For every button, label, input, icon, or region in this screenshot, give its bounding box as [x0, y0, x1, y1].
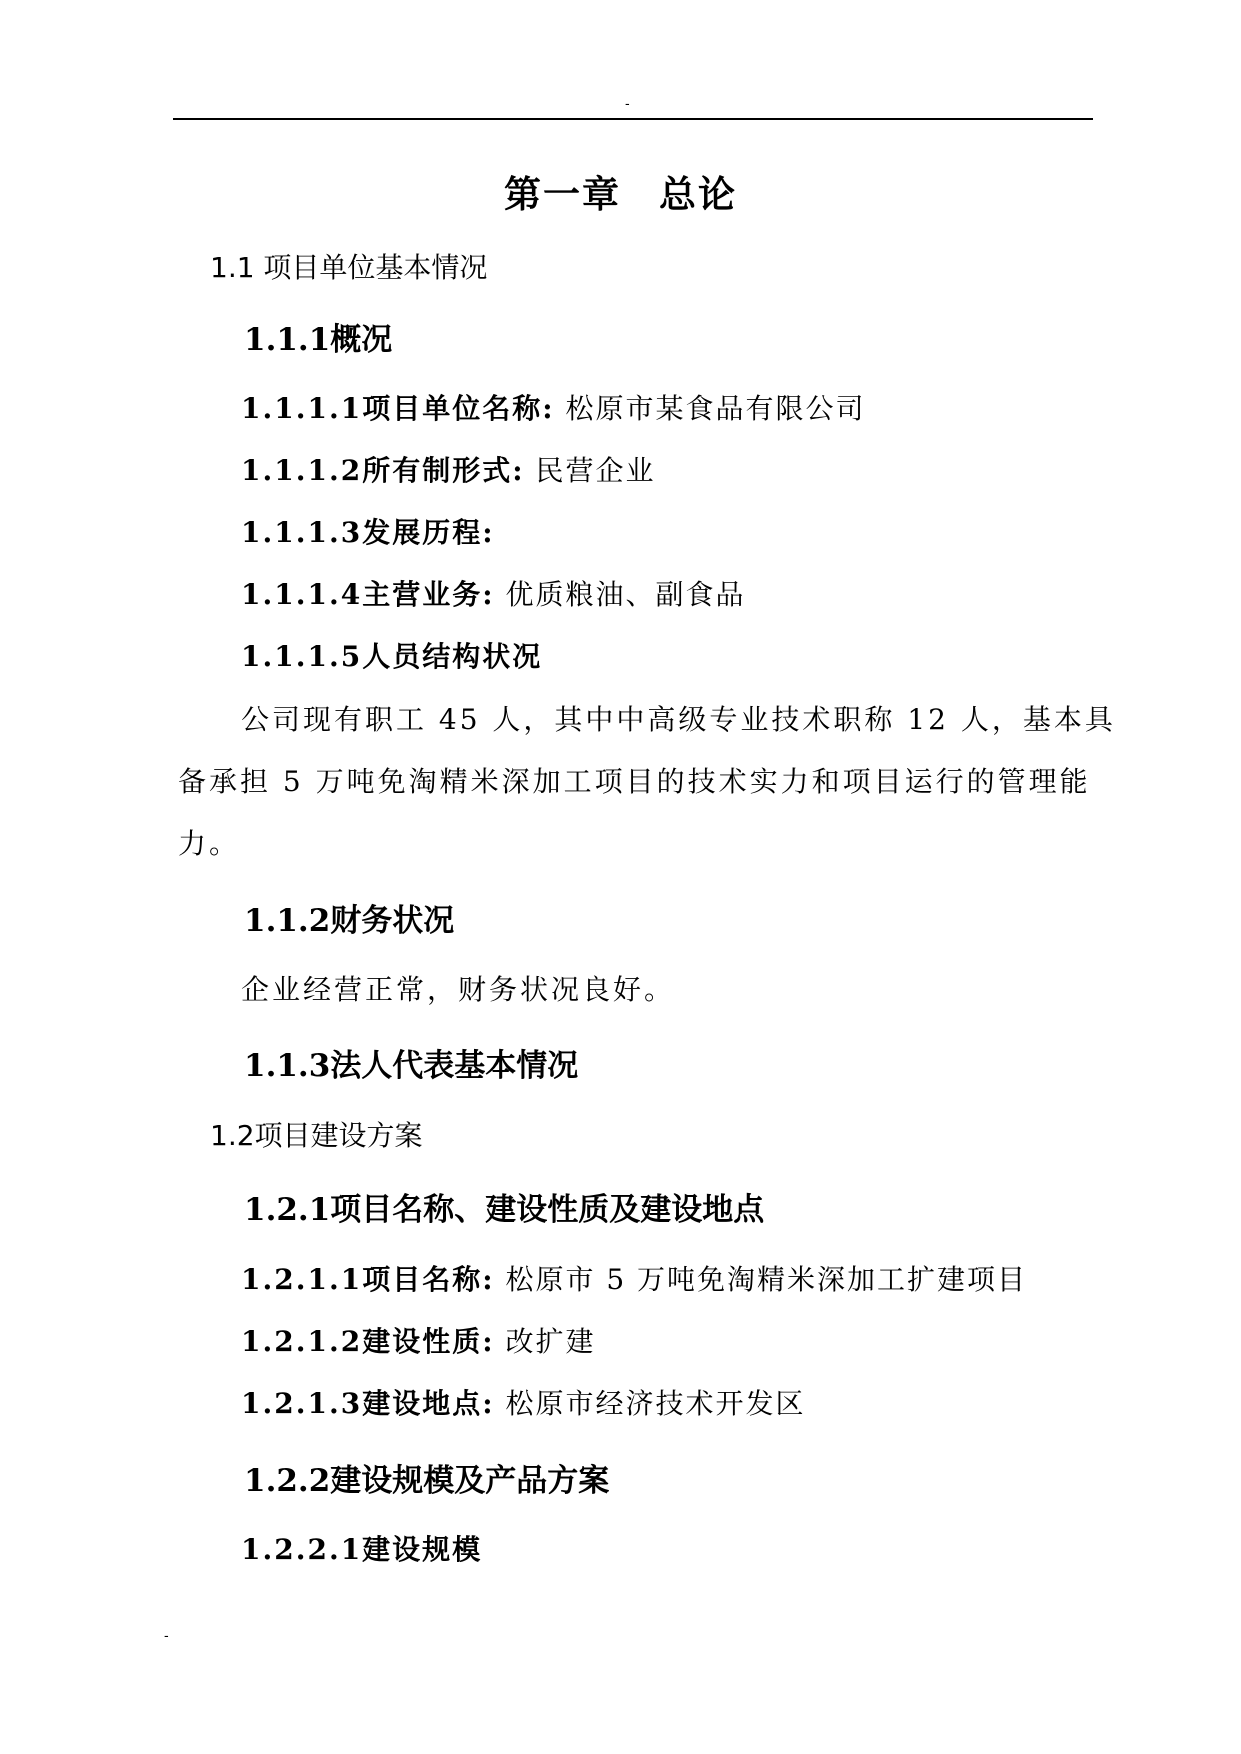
item-value: 优质粮油、副食品 [505, 578, 746, 611]
item-1-1-1-1 [241, 387, 865, 427]
item-label: 发展历程: [362, 516, 495, 549]
item-number: 1.2.1.3 [241, 1387, 363, 1420]
item-label: 建设性质: [362, 1325, 495, 1358]
section-1-1-1-heading: 1.1.1概况 [244, 322, 393, 358]
chapter-title-left: 第一章 [504, 173, 621, 216]
section-1-1-2-heading: 1.1.2财务状况 [244, 903, 455, 939]
staff-paragraph-line3: 力。 [178, 827, 241, 860]
section-1-1-3-heading: 1.1.3法人代表基本情况 [244, 1048, 579, 1084]
item-label: 项目名称: [362, 1263, 495, 1296]
item-label: 所有制形式: [362, 454, 525, 487]
item-1-2-1-2 [241, 1320, 595, 1360]
section-1-2-heading: 1.2项目建设方案 [210, 1119, 423, 1152]
section-1-1-heading: 1.1 项目单位基本情况 [210, 251, 488, 284]
chapter-title [0, 164, 1241, 218]
header-mark: - [625, 95, 630, 111]
item-number: 1.1.1.1 [241, 392, 363, 425]
item-label: 项目单位名称: [362, 392, 555, 425]
item-number: 1.1.1.3 [241, 516, 363, 549]
item-1-1-1-3 [241, 511, 495, 551]
item-label: 主营业务: [362, 578, 495, 611]
section-1-2-1-heading: 1.2.1项目名称、建设性质及建设地点 [244, 1192, 765, 1228]
section-1-2-2-heading: 1.2.2建设规模及产品方案 [244, 1463, 610, 1499]
item-value: 民营企业 [535, 454, 656, 487]
item-label: 人员结构状况 [362, 640, 543, 673]
item-number: 1.1.1.2 [241, 454, 363, 487]
chapter-title-right: 总论 [659, 173, 737, 216]
item-value: 改扩建 [505, 1325, 596, 1358]
item-number: 1.1.1.5 [241, 640, 363, 673]
item-label: 建设地点: [362, 1387, 495, 1420]
item-number: 1.2.1.1 [241, 1263, 363, 1296]
header-rule [173, 118, 1093, 120]
item-value: 松原市某食品有限公司 [565, 392, 866, 425]
staff-paragraph-line1: 公司现有职工 45 人，其中中高级专业技术职称 12 人，基本具 [241, 703, 1116, 736]
item-1-2-2-1 [241, 1528, 482, 1568]
footer-mark: - [164, 1627, 169, 1643]
finance-text: 企业经营正常，财务状况良好。 [241, 973, 676, 1006]
item-1-2-1-3 [241, 1382, 805, 1422]
staff-paragraph-line2: 备承担 5 万吨免淘精米深加工项目的技术实力和项目运行的管理能 [178, 765, 1091, 798]
item-value: 松原市 5 万吨免淘精米深加工扩建项目 [505, 1263, 1028, 1296]
item-heading: 1.2.2.1建设规模 [241, 1533, 483, 1566]
item-number: 1.1.1.4 [241, 578, 363, 611]
item-value: 松原市经济技术开发区 [505, 1387, 806, 1420]
item-1-2-1-1 [241, 1258, 1027, 1298]
item-1-1-1-2 [241, 449, 655, 489]
item-1-1-1-4 [241, 573, 745, 613]
item-1-1-1-5 [241, 635, 542, 675]
item-number: 1.2.1.2 [241, 1325, 363, 1358]
